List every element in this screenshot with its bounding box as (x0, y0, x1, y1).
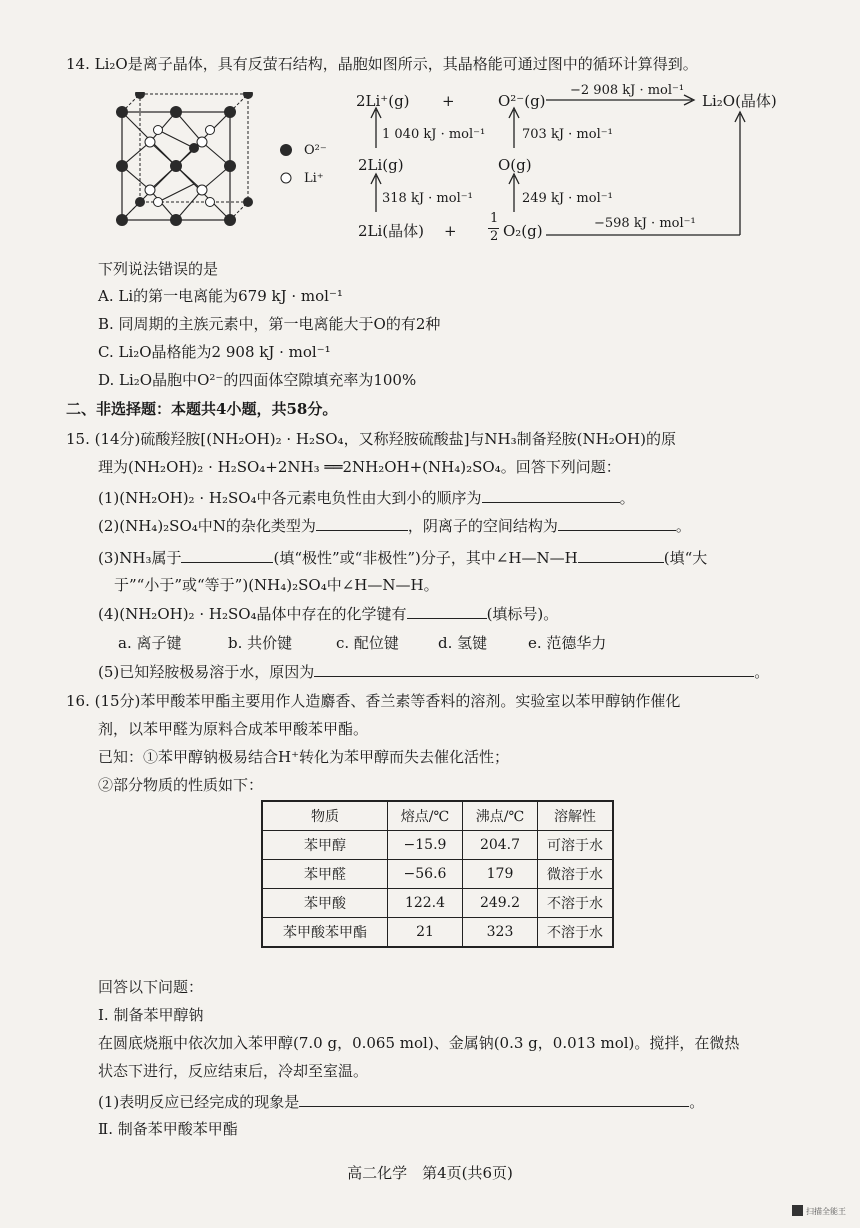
cycle-formation-enthalpy: −598 kJ · mol⁻¹ (594, 216, 696, 231)
table-cell: 可溶于水 (538, 831, 614, 860)
q14-prompt: 下列说法错误的是 (98, 260, 219, 278)
table-header: 溶解性 (538, 801, 614, 831)
q15-part5: (5)已知羟胺极易溶于水，原因为 。 (98, 660, 769, 683)
answer-blank (299, 1090, 689, 1107)
q16-stem-line2: 剂，以苯甲醛为原料合成苯甲酸苯甲酯。 (98, 720, 369, 738)
q16-answer-prompt: 回答以下问题： (98, 978, 204, 996)
cycle-o-gas: O(g) (498, 156, 532, 174)
answer-blank (181, 546, 273, 563)
table-header-row (262, 801, 613, 831)
section-heading: 二、非选择题：本题共4小题，共58分。 (66, 400, 338, 418)
table-cell: −15.9 (388, 831, 463, 860)
q15-choice-a: a. 离子键 (118, 634, 182, 652)
cycle-o-gas-ion: O²⁻(g) (498, 92, 546, 110)
q15-part2: (2)(NH₄)₂SO₄中N的杂化类型为 ，阴离子的空间结构为 。 (98, 514, 691, 537)
table-header: 沸点/℃ (463, 801, 538, 831)
table-row (262, 889, 613, 918)
q16-procedure-line2: 状态下进行，反应结束后，冷却至室温。 (98, 1062, 369, 1080)
anti-fluorite-unit-cell-diagram (110, 92, 260, 242)
q14-option-c: C. Li₂O晶格能为2 908 kJ · mol⁻¹ (98, 343, 331, 361)
q16-known1: 已知：①苯甲醇钠极易结合H⁺转化为苯甲醇而失去催化活性； (98, 748, 510, 766)
q16-procedure-line1: 在圆底烧瓶中依次加入苯甲醇(7.0 g，0.065 mol)、金属钠(0.3 g，0.013 mol)。搅拌，在微热 (98, 1034, 740, 1052)
answer-blank (482, 486, 620, 503)
table-row (262, 860, 613, 889)
table-header: 物质 (262, 801, 388, 831)
cycle-plus-bottom: + (444, 222, 457, 240)
cycle-lattice-energy: −2 908 kJ · mol⁻¹ (570, 83, 685, 98)
table-cell: 249.2 (463, 889, 538, 918)
q14-option-b: B. 同周期的主族元素中，第一电离能大于O的有2种 (98, 315, 441, 333)
q16-part2-heading: Ⅱ. 制备苯甲酸苯甲酯 (98, 1120, 238, 1138)
answer-blank (316, 514, 408, 531)
answer-blank (558, 514, 676, 531)
answer-blank (578, 546, 664, 563)
q15-part3: (3)NH₃属于 (填“极性”或“非极性”)分子，其中∠H—N—H (填“大 (98, 546, 707, 569)
table-cell: 不溶于水 (538, 918, 614, 948)
cycle-fraction-num: 1 (490, 211, 499, 226)
legend-li-ion: Li⁺ (304, 171, 324, 186)
q15-choice-e: e. 范德华力 (528, 634, 607, 652)
scanner-watermark: 扫描全能王 (806, 1207, 846, 1216)
q16-known2: ②部分物质的性质如下： (98, 776, 264, 794)
q16-part1-heading: Ⅰ. 制备苯甲醇钠 (98, 1006, 204, 1024)
q15-part4: (4)(NH₂OH)₂ · H₂SO₄晶体中存在的化学键有 (填标号)。 (98, 602, 558, 625)
cycle-plus-top: + (442, 92, 455, 110)
q15-part3-cont: 于”“小于”或“等于”)(NH₄)₂SO₄中∠H—N—H。 (114, 576, 439, 594)
table-row (262, 918, 613, 948)
q16-question1: (1)表明反应已经完成的现象是 。 (98, 1090, 704, 1113)
q14-option-d: D. Li₂O晶胞中O²⁻的四面体空隙填充率为100% (98, 371, 417, 389)
cycle-sublimation: 318 kJ · mol⁻¹ (382, 191, 473, 206)
qr-code-icon (792, 1205, 803, 1216)
table-cell: 不溶于水 (538, 889, 614, 918)
q16-stem-line1: 16. (15分)苯甲酸苯甲酯主要用作人造麝香、香兰素等香料的溶剂。实验室以苯甲醇钠作催化 (66, 692, 681, 710)
answer-blank (407, 602, 487, 619)
cycle-li-solid: 2Li(晶体) (358, 222, 425, 240)
table-cell: 微溶于水 (538, 860, 614, 889)
table-row (262, 831, 613, 860)
cycle-o2: O₂(g) (503, 222, 543, 240)
cycle-electron-affinity: 703 kJ · mol⁻¹ (522, 127, 613, 142)
cycle-ionization-energy: 1 040 kJ · mol⁻¹ (382, 127, 486, 142)
q15-choice-c: c. 配位键 (336, 634, 399, 652)
q15-stem-line2: 理为(NH₂OH)₂ · H₂SO₄+2NH₃ ══2NH₂OH+(NH₄)₂SO₄。回答下列问题： (98, 458, 621, 476)
answer-blank (314, 660, 754, 677)
cycle-dissociation: 249 kJ · mol⁻¹ (522, 191, 613, 206)
table-cell: 323 (463, 918, 538, 948)
table-cell: 苯甲醛 (262, 860, 388, 889)
table-cell: 苯甲酸 (262, 889, 388, 918)
q15-choice-b: b. 共价键 (228, 634, 293, 652)
q15-choice-d: d. 氢键 (438, 634, 488, 652)
q14-stem: 14. Li₂O是离子晶体，具有反萤石结构，晶胞如图所示，其晶格能可通过图中的循环计算得到。 (66, 55, 698, 73)
q15-stem-line1: 15. (14分)硫酸羟胺[(NH₂OH)₂ · H₂SO₄，又称羟胺硫酸盐]与NH₃制备羟胺(NH₂OH)的原 (66, 430, 676, 448)
properties-table (261, 800, 614, 948)
q14-option-a: A. Li的第一电离能为679 kJ · mol⁻¹ (98, 287, 343, 305)
table-cell: 苯甲酸苯甲酯 (262, 918, 388, 948)
table-cell: 204.7 (463, 831, 538, 860)
cycle-product: Li₂O(晶体) (702, 92, 777, 110)
table-cell: 21 (388, 918, 463, 948)
legend-o-ion: O²⁻ (304, 143, 327, 158)
table-cell: 122.4 (388, 889, 463, 918)
q15-part1: (1)(NH₂OH)₂ · H₂SO₄中各元素电负性由大到小的顺序为 。 (98, 486, 635, 509)
table-cell: −56.6 (388, 860, 463, 889)
table-cell: 苯甲醇 (262, 831, 388, 860)
page-footer: 高二化学 第4页(共6页) (347, 1164, 513, 1182)
table-header: 熔点/℃ (388, 801, 463, 831)
cycle-fraction-den: 2 (490, 229, 499, 244)
cycle-li-gas: 2Li(g) (358, 156, 404, 174)
table-cell: 179 (463, 860, 538, 889)
cycle-li-gas-ion: 2Li⁺(g) (356, 92, 410, 110)
